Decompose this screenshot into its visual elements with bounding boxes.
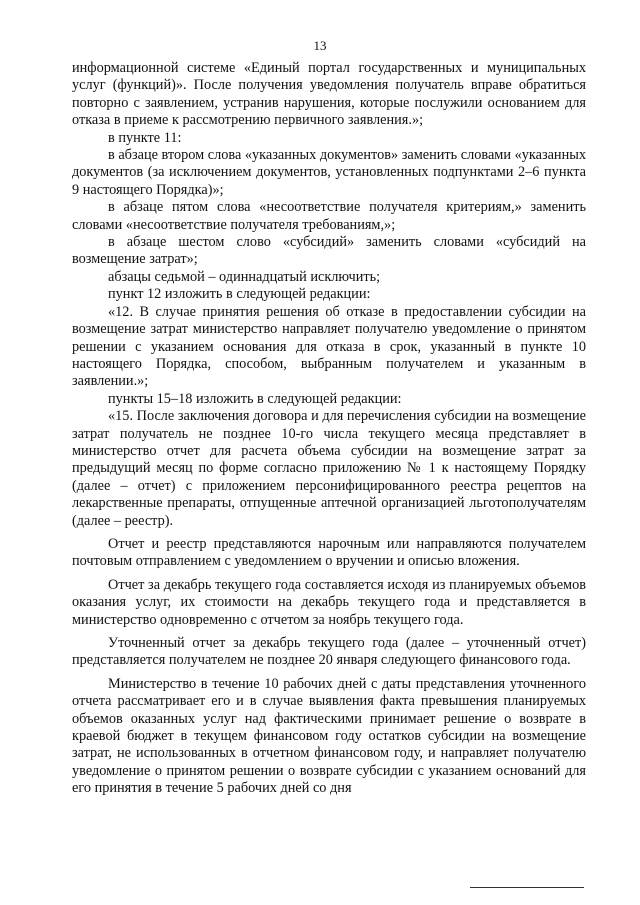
paragraph-amend-fifth: в абзаце пятом слова «несоответствие получателя критериям,» заменить словами «несоответствие получателя требованиям,»; (72, 199, 586, 233)
paragraph-amend-second: в абзаце втором слова «указанных документов» заменить словами «указанных документов (за исключением документов, установленных подпунктами 2–6 пункта 9 настоящего Порядка)»; (72, 147, 586, 198)
paragraph-december-report: Отчет за декабрь текущего года составляется исходя из планируемых объемов оказания услуг, их стоимости на декабрь текущего года и представляется в министерство одновременно с отчетом за ноябрь текущего года. (72, 576, 586, 628)
paragraph-exclude: абзацы седьмой – одиннадцатый исключить; (108, 268, 381, 285)
document-body (72, 60, 586, 798)
paragraph-item-11: в пункте 11: (108, 129, 182, 146)
page-number: 13 (313, 38, 327, 53)
paragraph-items-15-18-intro: пункты 15–18 изложить в следующей редакции: (108, 390, 402, 407)
footer-rule (470, 887, 584, 888)
paragraph-amend-sixth: в абзаце шестом слово «субсидий» заменить словами «субсидий на возмещение затрат»; (72, 234, 586, 268)
paragraph-refined-report: Уточненный отчет за декабрь текущего года (далее – уточненный отчет) представляется получателем не позднее 20 января следующего финансового года. (72, 635, 586, 669)
paragraph-ministry-review: Министерство в течение 10 рабочих дней с даты представления уточненного отчета рассматривает его и в случае выявления факта превышения планируемых объемов оказанных услуг над фактическими принимает решение о возврате в краевой бюджет в текущем финансовом году остатков субсидии на возмещение затрат, не использованных в отчетном финансовом году, и направляет получателю уведомление о принятом решении о возврате субсидии с указанием оснований для его принятия в течение 5 рабочих дней со дня (72, 675, 586, 797)
paragraph-continuation: информационной системе «Единый портал государственных и муниципальных услуг (функций)». После получения уведомления получатель вправе обратиться повторно с заявлением, устранив нарушения, которые послужили основанием для отказа в приеме к рассмотрению первичного заявления.»; (72, 60, 586, 129)
paragraph-report-delivery: Отчет и реестр представляются нарочным или направляются получателем почтовым отправлением с уведомлением о вручении и описью вложения. (72, 535, 586, 570)
paragraph-item-12-intro: пункт 12 изложить в следующей редакции: (108, 286, 371, 303)
paragraph-item-12: «12. В случае принятия решения об отказе в предоставлении субсидии на возмещение затрат министерство направляет получателю уведомление о принятом решении с указанием основания для отказа в срок, указанный в пункте 10 настоящего Порядка, способом, выбранным получателем и указанным в заявлении.»; (72, 303, 586, 390)
paragraph-item-15: «15. После заключения договора и для перечисления субсидии на возмещение затрат получатель не позднее 10-го числа текущего месяца представляет в министерство отчет для расчета объема субсидии на возмещение затрат за предыдущий месяц по форме согласно приложению № 1 к настоящему Порядку (далее – отчет) с приложением персонифицированного реестра рецептов на лекарственные препараты, отпущенные аптечной организацией льготополучателям (далее – реестр). (72, 408, 586, 529)
